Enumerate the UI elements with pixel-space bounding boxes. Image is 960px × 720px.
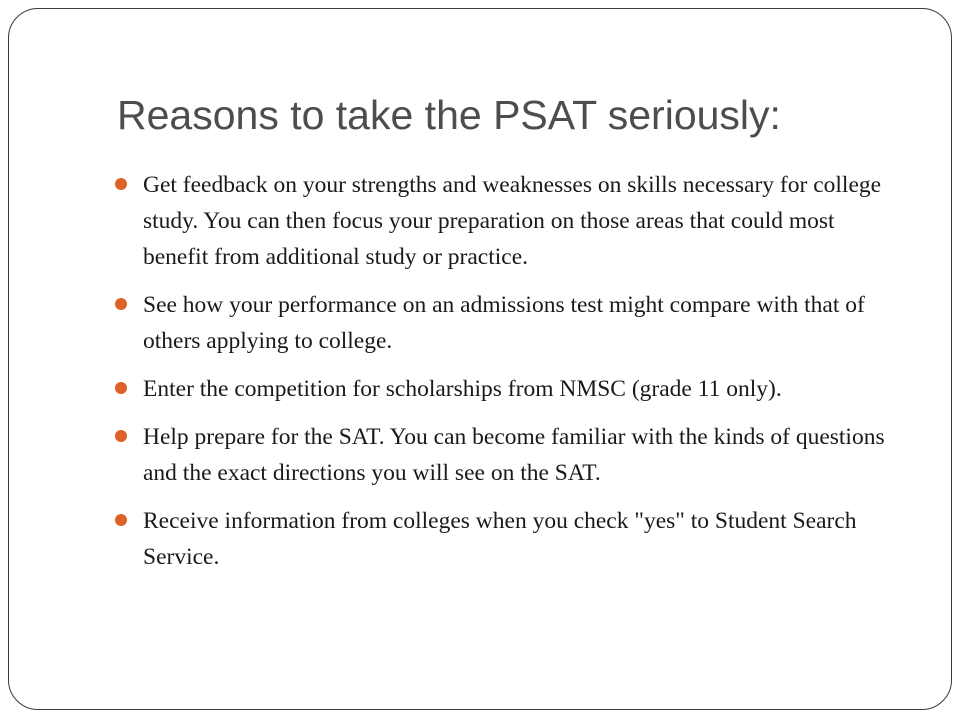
bullet-dot-icon [115,514,127,526]
bullet-dot-icon [115,382,127,394]
list-item [113,419,893,491]
slide-frame [8,8,952,710]
list-item [113,287,893,359]
list-item [113,167,893,275]
bullet-text: Help prepare for the SAT. You can become familiar with the kinds of questions and the exact directions you will see on the SAT. [143,424,885,486]
bullet-text: Enter the competition for scholarships from NMSC (grade 11 only). [143,376,782,402]
slide-title: Reasons to take the PSAT seriously: [117,92,781,138]
bullet-text: See how your performance on an admissions test might compare with that of others applying to college. [143,292,865,354]
bullet-dot-icon [115,298,127,310]
bullet-text: Get feedback on your strengths and weaknesses on skills necessary for college study. You can then focus your preparation on those areas that could most benefit from additional study or practice. [143,172,882,270]
list-item [113,371,893,407]
bullet-dot-icon [115,178,127,190]
bullet-dot-icon [115,430,127,442]
bullet-text: Receive information from colleges when you check "yes" to Student Search Service. [143,508,857,570]
bullet-list [113,167,893,587]
list-item [113,503,893,575]
